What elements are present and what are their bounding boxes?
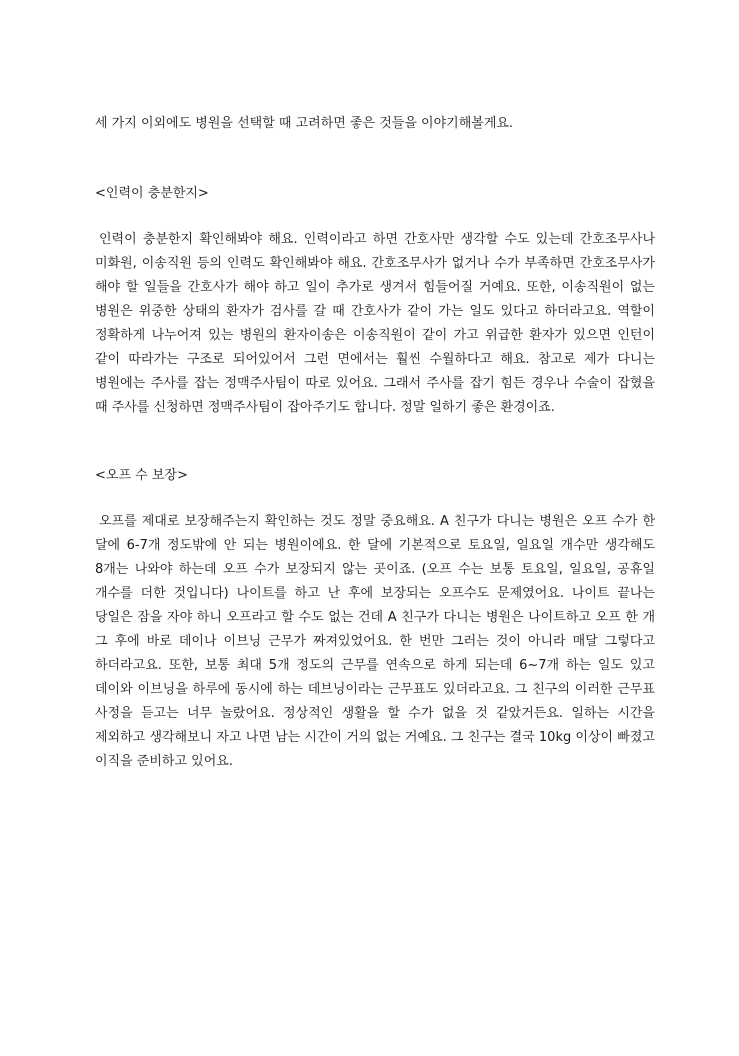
section-heading: <오프 수 보장> <box>95 468 188 483</box>
section-staffing <box>95 182 655 420</box>
section-days-off <box>95 464 655 774</box>
section-heading: <인력이 충분한지> <box>95 186 209 201</box>
document-page <box>95 112 655 774</box>
section-body: 인력이 충분한지 확인해봐야 해요. 인력이라고 하면 간호사만 생각할 수도 있는데 간호조무사나 미화원, 이송직원 등의 인력도 확인해봐야 해요. 간호조무사가 없거나 수가 부족하면 간호조무사가 해야 할 일들을 간호사가 해야 하고 일이 추가로 생겨서 힘들어질 거예요. 또한, 이송직원이 없는 병원은 위중한 상태의 환자가 검사를 갈 때 간호사가 같이 가는 일도 있다고 하더라고요. 역할이 정확하게 나누어져 있는 병원의 환자이송은 이송직원이 같이 가고 위급한 환자가 있으면 인턴이 같이 따라가는 구조로 되어있어서 그런 면에서는 훨씬 수월하다고 해요. 참고로 제가 다니는 병원에는 주사를 잡는 정맥주사팀이 따로 있어요. 그래서 주사를 잡기 힘든 경우나 수술이 잡혔을 때 주사를 신청하면 정맥주사팀이 잡아주기도 합니다. 정말 일하기 좋은 환경이죠. <box>95 232 656 415</box>
intro-paragraph: 세 가지 이외에도 병원을 선택할 때 고려하면 좋은 것들을 이야기해볼게요. <box>95 116 514 131</box>
section-body: 오프를 제대로 보장해주는지 확인하는 것도 정말 중요해요. A 친구가 다니는 병원은 오프 수가 한 달에 6-7개 정도밖에 안 되는 병원이에요. 한 달에 기본적으로 토요일, 일요일 개수만 생각해도 8개는 나와야 하는데 오프 수가 보장되지 않는 곳이죠. (오프 수는 보통 토요일, 일요일, 공휴일 개수를 더한 것입니다) 나이트를 하고 난 후에 보장되는 오프수도 문제였어요. 나이트 끝나는 당일은 잠을 자야 하니 오프라고 할 수도 없는 건데 A 친구가 다니는 병원은 나이트하고 오프 한 개 그 후에 바로 데이나 이브닝 근무가 짜져있었어요. 한 번만 그러는 것이 아니라 매달 그렇다고 하더라고요. 또한, 보통 최대 5개 정도의 근무를 연속으로 하게 되는데 6~7개 하는 일도 있고 데이와 이브닝을 하루에 동시에 하는 데브닝이라는 근무표도 있더라고요. 그 친구의 이러한 근무표 사정을 듣고는 너무 놀랐어요. 정상적인 생활을 할 수가 없을 것 같았거든요. 일하는 시간을 제외하고 생각해보니 자고 나면 남는 시간이 거의 없는 거예요. 그 친구는 결국 10kg 이상이 빠졌고 이직을 준비하고 있어요. <box>95 514 655 769</box>
